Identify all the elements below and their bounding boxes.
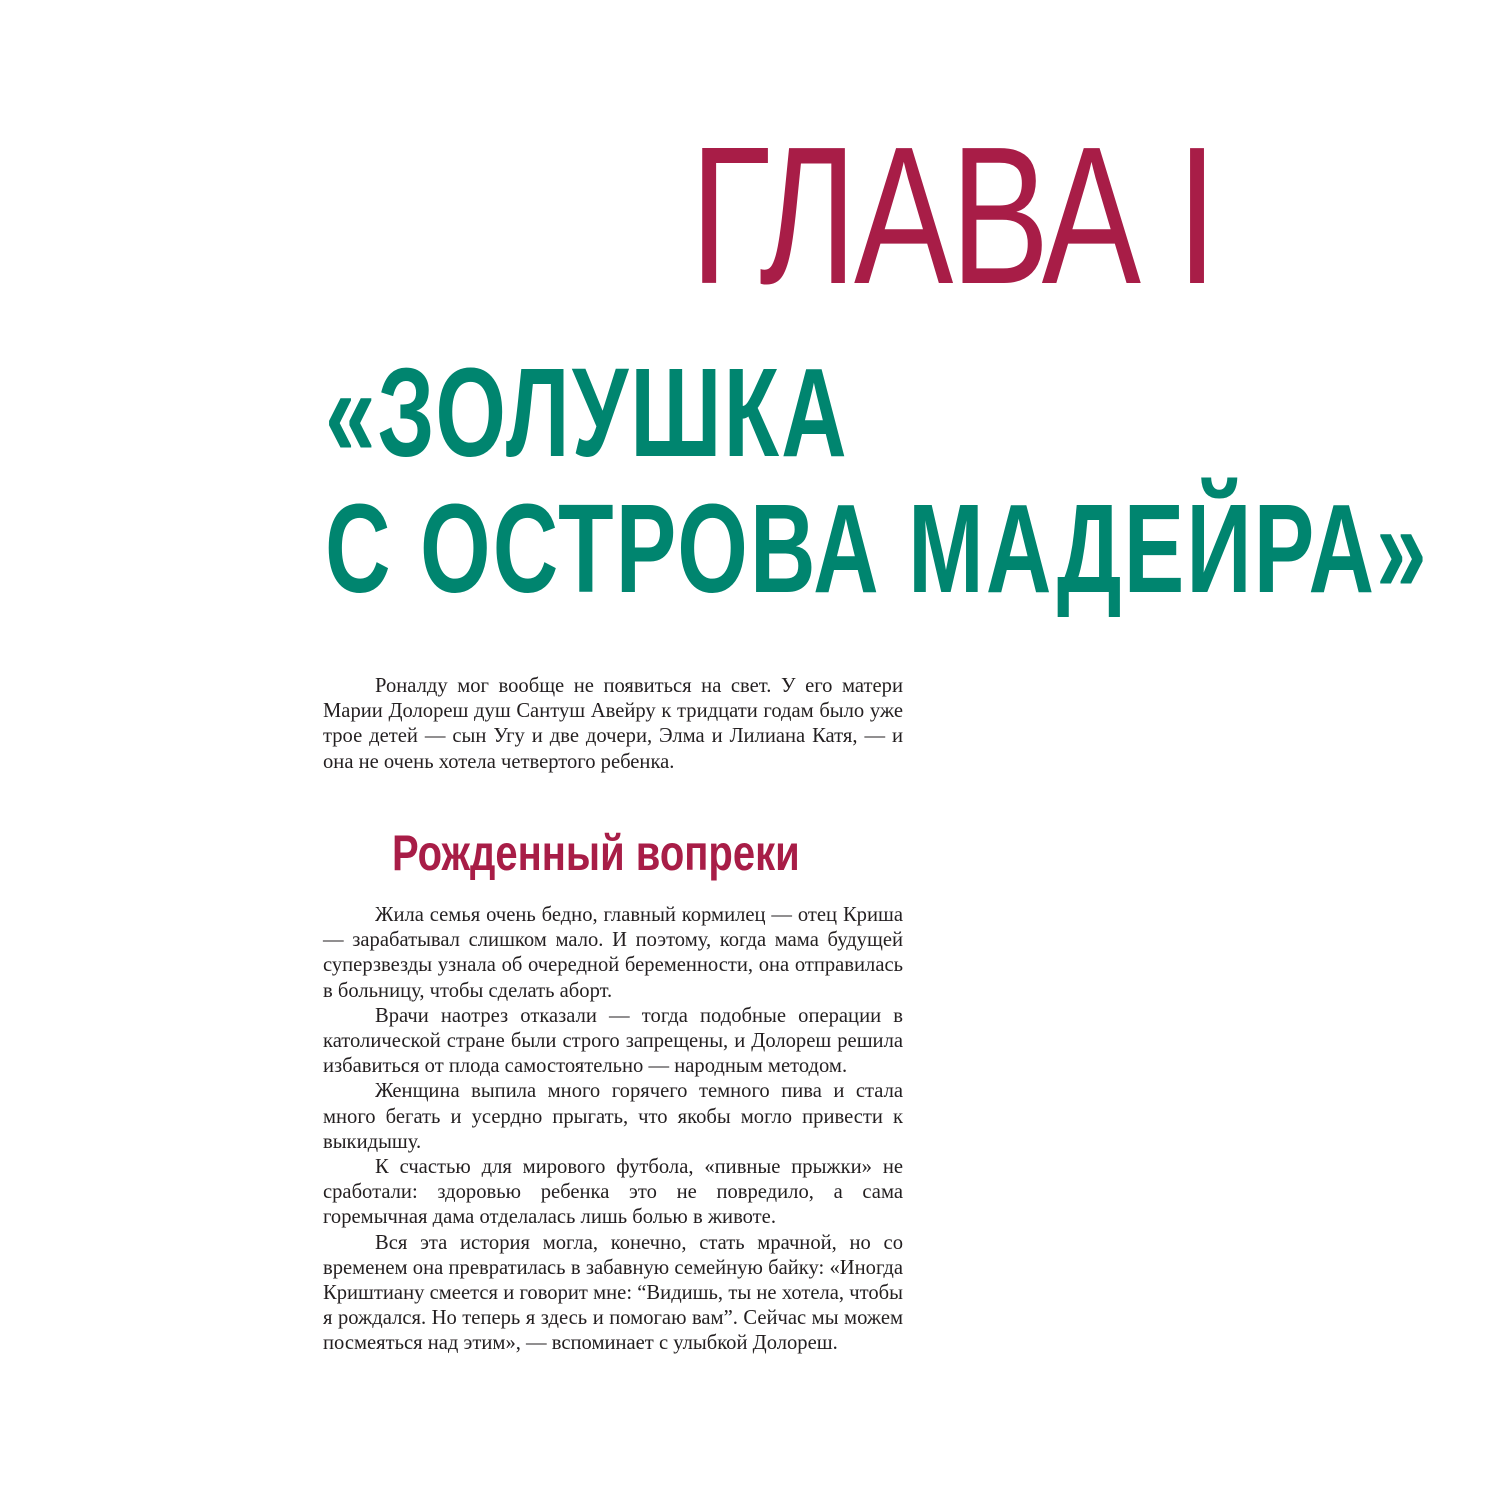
body-paragraph: Врачи наотрез отказали — тогда подобные операции в католической стране были строго запрещены, и Долореш решила избавиться от плода самостоятельно — народным методом. <box>323 1004 903 1078</box>
chapter-title <box>325 342 1429 619</box>
intro-paragraph: Роналду мог вообще не появиться на свет. У его матери Марии Долореш душ Сантуш Авейру к тридцати годам было уже трое детей — сын Угу и две дочери, Элма и Лилиана Катя, — и она не очень хотела четвертого ребенка. <box>323 675 903 773</box>
chapter-title-line-1: «ЗОЛУШКА <box>325 342 849 483</box>
section-heading: Рожденный вопреки <box>392 825 800 881</box>
chapter-title-line-2: С ОСТРОВА МАДЕЙРА» <box>325 478 1429 619</box>
body-paragraph: Женщина выпила много горячего темного пива и стала много бегать и усердно прыгать, что якобы могло привести к выкидышу. <box>323 1080 903 1153</box>
body-paragraph: Жила семья очень бедно, главный кормилец — отец Криша — зарабатывал слишком мало. И поэтому, когда мама будущей суперзвезды узнала об очередной беременности, она отправилась в больницу, чтобы сделать аборт. <box>323 904 903 1002</box>
section-body <box>323 903 903 1357</box>
chapter-number: ГЛАВА I <box>690 106 1215 325</box>
body-paragraph: Вся эта история могла, конечно, стать мрачной, но со временем она превратилась в забавную семейную байку: «Иногда Криштиану смеется и говорит мне: “Видишь, ты не хотела, чтобы я рождался. Но теперь я здесь и помогаю вам”. Сейчас мы можем посмеяться над этим», — вспоминает с улыбкой Долореш. <box>323 1231 903 1355</box>
body-paragraph: К счастью для мирового футбола, «пивные прыжки» не сработали: здоровью ребенка это не повредило, а сама горемычная дама отделалась лишь болью в животе. <box>323 1156 903 1229</box>
intro-text <box>323 674 903 775</box>
